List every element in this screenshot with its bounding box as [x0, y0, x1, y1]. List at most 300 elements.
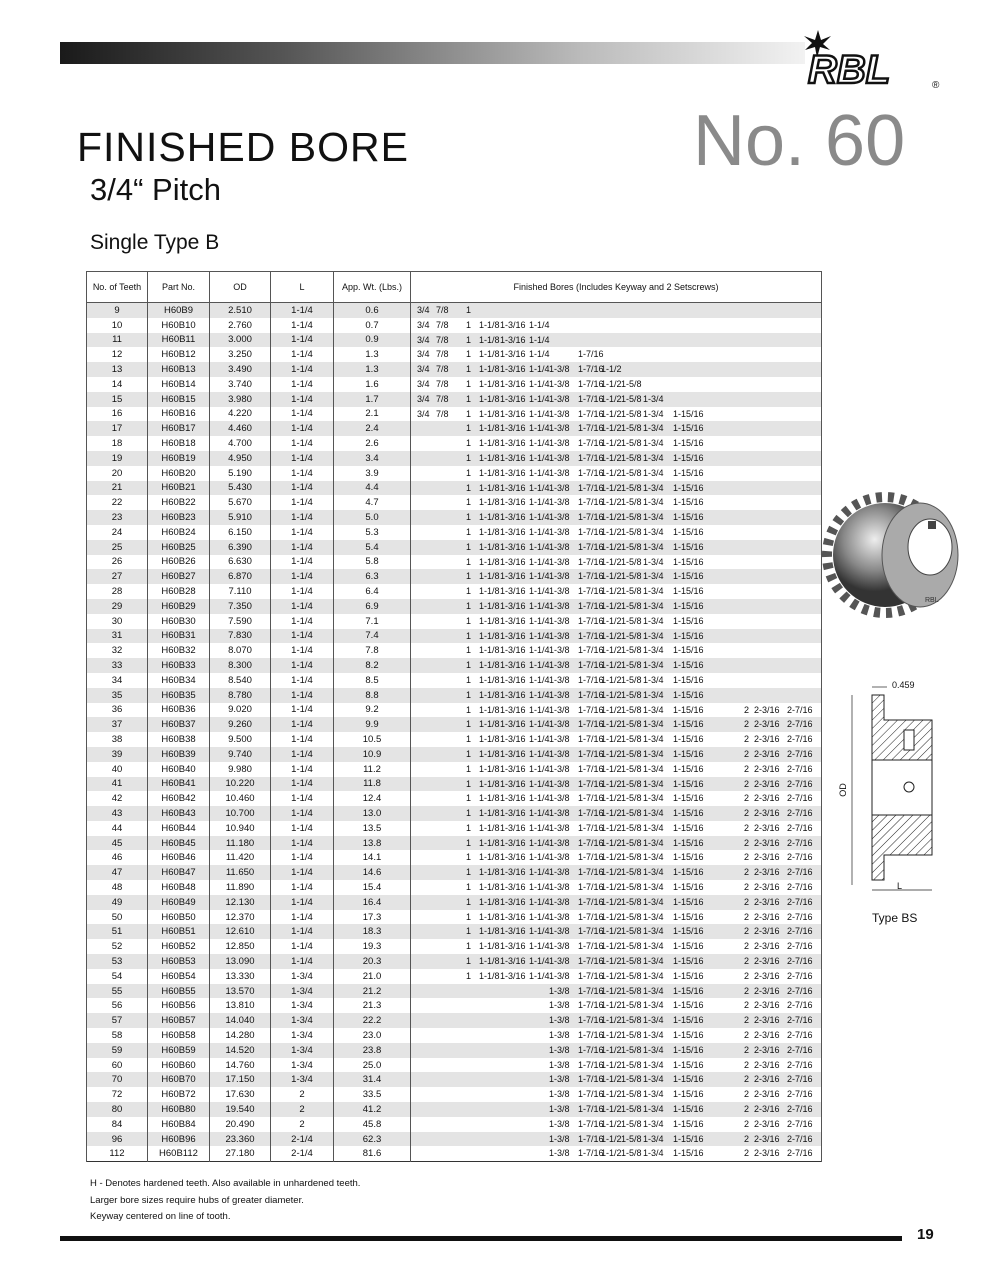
bore-size: 1: [466, 349, 472, 360]
weight-cell: 2.6: [334, 436, 411, 451]
finished-bores-cell: [411, 481, 822, 496]
bore-size: 1-5/8: [621, 660, 642, 671]
bore-size: 1-5/8: [621, 600, 642, 611]
bore-size: 1-1/4: [529, 748, 550, 759]
bore-size: 2-7/16: [787, 896, 813, 907]
part-number-cell: H60B33: [148, 658, 210, 673]
finished-bores-cell: [411, 924, 822, 939]
bore-size: 1-3/16: [500, 467, 526, 478]
weight-cell: 0.9: [334, 333, 411, 348]
bore-size: 1-1/8: [479, 467, 500, 478]
length-cell: 1-1/4: [271, 436, 334, 451]
bore-size: 2-7/16: [787, 763, 813, 774]
teeth-cell: 41: [87, 777, 148, 792]
bore-size: 1-1/4: [529, 526, 550, 537]
bore-size: 1-3/8: [549, 1089, 570, 1100]
bore-size: 1-1/2: [601, 778, 622, 789]
bore-size: 2: [744, 970, 750, 981]
length-cell: 1-1/4: [271, 555, 334, 570]
page-title: FINISHED BORE: [77, 124, 409, 170]
length-cell: 1-1/4: [271, 880, 334, 895]
weight-cell: 5.0: [334, 510, 411, 525]
bore-size: 1-5/8: [621, 793, 642, 804]
table-row: [87, 540, 822, 555]
table-row: [87, 377, 822, 392]
bore-size: 1-1/2: [601, 1015, 622, 1026]
bore-size: 1-3/4: [643, 763, 664, 774]
table-row: [87, 939, 822, 954]
bore-size: 1: [466, 571, 472, 582]
bore-size: 1-7/16: [578, 882, 604, 893]
table-row: [87, 1058, 822, 1073]
finished-bores-cell: [411, 540, 822, 555]
finished-bores-cell: [411, 392, 822, 407]
bore-size: 1-1/4: [529, 882, 550, 893]
bore-size: 1-15/16: [673, 748, 704, 759]
od-cell: 4.460: [210, 421, 271, 436]
bore-size: 1-3/16: [500, 852, 526, 863]
bore-size: 1-1/8: [479, 452, 500, 463]
teeth-cell: 52: [87, 939, 148, 954]
bore-size: 1-1/4: [529, 630, 550, 641]
table-row: [87, 821, 822, 836]
bore-size: 2: [744, 1074, 750, 1085]
bore-size: 1-1/2: [601, 393, 622, 404]
bore-size: 1-3/8: [549, 808, 570, 819]
bore-size: 1-3/4: [643, 674, 664, 685]
length-cell: 1-1/4: [271, 703, 334, 718]
table-row: [87, 569, 822, 584]
finished-bores-cell: [411, 1013, 822, 1028]
length-cell: 1-1/4: [271, 540, 334, 555]
teeth-cell: 72: [87, 1087, 148, 1102]
part-number-cell: H60B18: [148, 436, 210, 451]
footnote: Larger bore sizes require hubs of greater diameter.: [90, 1194, 304, 1206]
bore-size: 1-15/16: [673, 586, 704, 597]
bore-size: 1-7/16: [578, 1074, 604, 1085]
bore-size: 2-3/16: [754, 822, 780, 833]
bore-size: 2: [744, 911, 750, 922]
bore-size: 1-1/2: [601, 852, 622, 863]
bore-size: 1-15/16: [673, 645, 704, 656]
table-row: [87, 495, 822, 510]
bore-size: 1-15/16: [673, 822, 704, 833]
bore-size: 2-3/16: [754, 719, 780, 730]
bore-size: 1-3/8: [549, 1030, 570, 1041]
teeth-cell: 18: [87, 436, 148, 451]
bore-size: 1-1/2: [601, 512, 622, 523]
bore-size: 1-3/4: [643, 970, 664, 981]
part-number-cell: H60B72: [148, 1087, 210, 1102]
bore-size: 1-3/4: [643, 512, 664, 523]
bore-size: 1-15/16: [673, 704, 704, 715]
bore-size: 1-3/4: [643, 941, 664, 952]
table-row: [87, 407, 822, 422]
weight-cell: 7.8: [334, 643, 411, 658]
bore-size: 1-1/8: [479, 837, 500, 848]
bore-size: 2: [744, 1118, 750, 1129]
part-number-cell: H60B58: [148, 1028, 210, 1043]
bore-size: 1: [466, 704, 472, 715]
finished-bores-cell: [411, 998, 822, 1013]
od-cell: 11.180: [210, 836, 271, 851]
bore-size: 1-3/16: [500, 926, 526, 937]
length-cell: 1-1/4: [271, 510, 334, 525]
table-row: [87, 303, 822, 318]
table-row: [87, 910, 822, 925]
part-number-cell: H60B40: [148, 762, 210, 777]
bore-size: 1: [466, 689, 472, 700]
bore-size: 2: [744, 822, 750, 833]
bore-size: 1-1/2: [601, 556, 622, 567]
teeth-cell: 9: [87, 303, 148, 318]
bore-size: 1-3/4: [643, 793, 664, 804]
bore-size: 1-1/4: [529, 319, 550, 330]
length-cell: 1-1/4: [271, 347, 334, 362]
bore-size: 1-1/2: [601, 1104, 622, 1115]
bore-size: 1-3/16: [500, 615, 526, 626]
bore-size: 1-1/8: [479, 808, 500, 819]
weight-cell: 25.0: [334, 1058, 411, 1073]
part-number-cell: H60B25: [148, 540, 210, 555]
bore-size: 1-5/8: [621, 541, 642, 552]
bore-size: 1: [466, 408, 472, 419]
bore-size: 2: [744, 896, 750, 907]
bore-size: 2-7/16: [787, 837, 813, 848]
bore-size: 1-1/4: [529, 704, 550, 715]
weight-cell: 45.8: [334, 1117, 411, 1132]
bore-size: 2-3/16: [754, 896, 780, 907]
bore-size: 1-15/16: [673, 600, 704, 611]
bore-size: 1-15/16: [673, 867, 704, 878]
bore-size: 1-15/16: [673, 926, 704, 937]
part-number-cell: H60B21: [148, 481, 210, 496]
column-header: No. of Teeth: [87, 272, 148, 303]
od-cell: 7.350: [210, 599, 271, 614]
bore-size: 1-15/16: [673, 941, 704, 952]
bore-size: 1-7/16: [578, 911, 604, 922]
bore-size: 1-7/16: [578, 674, 604, 685]
bore-size: 3/4: [417, 408, 430, 419]
weight-cell: 22.2: [334, 1013, 411, 1028]
bore-size: 1-7/16: [578, 1059, 604, 1070]
bore-size: 1-5/8: [621, 1059, 642, 1070]
finished-bores-cell: [411, 658, 822, 673]
part-number-cell: H60B23: [148, 510, 210, 525]
length-cell: 1-1/4: [271, 614, 334, 629]
part-number-cell: H60B47: [148, 865, 210, 880]
bore-size: 1: [466, 526, 472, 537]
finished-bores-cell: [411, 555, 822, 570]
finished-bores-cell: [411, 569, 822, 584]
bore-size: 1-3/16: [500, 423, 526, 434]
teeth-cell: 32: [87, 643, 148, 658]
bore-size: 1-7/16: [578, 852, 604, 863]
bore-size: 1-1/2: [601, 719, 622, 730]
bore-size: 1-1/4: [529, 956, 550, 967]
teeth-cell: 45: [87, 836, 148, 851]
bore-size: 1-3/8: [549, 497, 570, 508]
table-row: [87, 392, 822, 407]
bore-size: 1-1/8: [479, 719, 500, 730]
bore-size: 1-3/16: [500, 941, 526, 952]
svg-text:®: ®: [932, 80, 940, 91]
od-cell: 14.280: [210, 1028, 271, 1043]
length-cell: 1-1/4: [271, 732, 334, 747]
bore-size: 1-3/8: [549, 822, 570, 833]
bore-size: 1-1/8: [479, 630, 500, 641]
bore-size: 1-7/16: [578, 926, 604, 937]
bore-size: 3/4: [417, 319, 430, 330]
length-cell: 1-1/4: [271, 688, 334, 703]
bore-size: 1-3/16: [500, 867, 526, 878]
bore-size: 2-7/16: [787, 719, 813, 730]
bore-size: 1-15/16: [673, 1059, 704, 1070]
table-row: [87, 836, 822, 851]
bore-size: 1-1/4: [529, 719, 550, 730]
bore-size: 1-3/16: [500, 956, 526, 967]
part-number-cell: H60B46: [148, 850, 210, 865]
bore-size: 2-7/16: [787, 822, 813, 833]
bore-size: 1: [466, 541, 472, 552]
length-cell: 1-1/4: [271, 466, 334, 481]
bore-size: 1-3/4: [643, 526, 664, 537]
finished-bores-cell: [411, 865, 822, 880]
table-row: [87, 466, 822, 481]
teeth-cell: 23: [87, 510, 148, 525]
bore-size: 1-5/8: [621, 985, 642, 996]
bore-size: 1-15/16: [673, 793, 704, 804]
svg-text:RBL: RBL: [808, 48, 891, 92]
teeth-cell: 43: [87, 806, 148, 821]
type-label: Single Type B: [90, 231, 220, 254]
bore-size: 1-1/8: [479, 645, 500, 656]
bore-size: 1-3/4: [643, 1000, 664, 1011]
finished-bores-cell: [411, 791, 822, 806]
table-row: [87, 865, 822, 880]
bore-size: 1: [466, 452, 472, 463]
bore-size: 2-7/16: [787, 704, 813, 715]
bore-size: 1-5/8: [621, 497, 642, 508]
bore-size: 2: [744, 1148, 750, 1159]
teeth-cell: 16: [87, 407, 148, 422]
od-cell: 12.130: [210, 895, 271, 910]
od-cell: 11.420: [210, 850, 271, 865]
bore-size: 1: [466, 748, 472, 759]
bore-size: 2: [744, 926, 750, 937]
bore-size: 1-3/4: [643, 748, 664, 759]
bore-size: 1-7/16: [578, 1104, 604, 1115]
bore-size: 1-3/8: [549, 1059, 570, 1070]
table-row: [87, 525, 822, 540]
teeth-cell: 28: [87, 584, 148, 599]
bore-size: 7/8: [436, 393, 449, 404]
bore-size: 1-15/16: [673, 1044, 704, 1055]
bore-size: 7/8: [436, 378, 449, 389]
bore-size: 1-3/4: [643, 600, 664, 611]
table-row: [87, 658, 822, 673]
teeth-cell: 80: [87, 1102, 148, 1117]
teeth-cell: 57: [87, 1013, 148, 1028]
finished-bores-cell: [411, 762, 822, 777]
od-cell: 11.650: [210, 865, 271, 880]
bore-size: 1-5/8: [621, 438, 642, 449]
finished-bores-cell: [411, 614, 822, 629]
part-number-cell: H60B20: [148, 466, 210, 481]
weight-cell: 6.9: [334, 599, 411, 614]
part-number-cell: H60B56: [148, 998, 210, 1013]
bore-size: 1-7/16: [578, 1030, 604, 1041]
od-cell: 9.260: [210, 717, 271, 732]
bore-size: 2: [744, 956, 750, 967]
table-row: [87, 998, 822, 1013]
column-header: App. Wt. (Lbs.): [334, 272, 411, 303]
teeth-cell: 50: [87, 910, 148, 925]
bore-size: 2-3/16: [754, 956, 780, 967]
bore-size: 1-1/2: [601, 748, 622, 759]
bore-size: 1-1/4: [529, 600, 550, 611]
bore-size: 1-1/8: [479, 586, 500, 597]
teeth-cell: 46: [87, 850, 148, 865]
bore-size: 1: [466, 556, 472, 567]
footnote: Keyway centered on line of tooth.: [90, 1211, 231, 1222]
table-row: [87, 333, 822, 348]
bore-size: 1-7/16: [578, 1148, 604, 1159]
bore-size: 2-3/16: [754, 1059, 780, 1070]
bore-size: 1-1/8: [479, 956, 500, 967]
teeth-cell: 49: [87, 895, 148, 910]
bore-size: 1-1/2: [601, 867, 622, 878]
bore-size: 1-1/4: [529, 852, 550, 863]
weight-cell: 6.4: [334, 584, 411, 599]
bore-size: 1-1/4: [529, 615, 550, 626]
bore-size: 1-1/2: [601, 438, 622, 449]
bore-size: 1-7/16: [578, 763, 604, 774]
bore-size: 1-3/8: [549, 1104, 570, 1115]
bore-size: 1-7/16: [578, 660, 604, 671]
bore-size: 1-1/8: [479, 970, 500, 981]
bore-size: 1-1/8: [479, 512, 500, 523]
bore-size: 1-1/2: [601, 497, 622, 508]
weight-cell: 12.4: [334, 791, 411, 806]
bore-size: 1-5/8: [621, 393, 642, 404]
bore-size: 2: [744, 778, 750, 789]
bore-size: 1-3/4: [643, 852, 664, 863]
bore-size: 1: [466, 674, 472, 685]
teeth-cell: 20: [87, 466, 148, 481]
bore-size: 1-1/2: [601, 1044, 622, 1055]
bore-size: 2-7/16: [787, 985, 813, 996]
bore-size: 1-1/4: [529, 837, 550, 848]
part-number-cell: H60B45: [148, 836, 210, 851]
weight-cell: 0.7: [334, 318, 411, 333]
bore-size: 1-1/2: [601, 630, 622, 641]
part-number-cell: H60B11: [148, 333, 210, 348]
part-number-cell: H60B53: [148, 954, 210, 969]
od-cell: 7.110: [210, 584, 271, 599]
finished-bores-cell: [411, 703, 822, 718]
bore-size: 1-3/4: [643, 660, 664, 671]
length-cell: 1-1/4: [271, 495, 334, 510]
bore-size: 1-3/8: [549, 438, 570, 449]
bore-size: 1-5/8: [621, 674, 642, 685]
od-cell: 5.670: [210, 495, 271, 510]
bore-size: 1-7/16: [578, 719, 604, 730]
teeth-cell: 19: [87, 451, 148, 466]
table-header: [87, 272, 822, 303]
bore-size: 1-1/8: [479, 526, 500, 537]
bore-size: 1-3/16: [500, 704, 526, 715]
bore-size: 1-7/16: [578, 452, 604, 463]
bore-size: 2-7/16: [787, 970, 813, 981]
teeth-cell: 53: [87, 954, 148, 969]
finished-bores-cell: [411, 910, 822, 925]
table-row: [87, 1072, 822, 1087]
bore-size: 1-1/8: [479, 556, 500, 567]
bore-size: 1-3/4: [643, 719, 664, 730]
length-cell: 1-3/4: [271, 1028, 334, 1043]
finished-bores-cell: [411, 318, 822, 333]
bore-size: 2-3/16: [754, 1133, 780, 1144]
teeth-cell: 30: [87, 614, 148, 629]
part-number-cell: H60B24: [148, 525, 210, 540]
bore-size: 1-15/16: [673, 556, 704, 567]
bore-size: 1-3/8: [549, 526, 570, 537]
bore-size: 1-7/16: [578, 408, 604, 419]
bore-size: 1-15/16: [673, 882, 704, 893]
bore-size: 1-5/8: [621, 970, 642, 981]
od-cell: 6.630: [210, 555, 271, 570]
part-number-cell: H60B96: [148, 1132, 210, 1147]
bore-size: 1-3/16: [500, 734, 526, 745]
bore-size: 1-15/16: [673, 1104, 704, 1115]
table-row: [87, 1102, 822, 1117]
bore-size: 2: [744, 704, 750, 715]
teeth-cell: 40: [87, 762, 148, 777]
bore-size: 1-5/8: [621, 734, 642, 745]
bore-size: 1-5/8: [621, 896, 642, 907]
bore-size: 1-3/16: [500, 556, 526, 567]
weight-cell: 1.3: [334, 347, 411, 362]
weight-cell: 9.9: [334, 717, 411, 732]
teeth-cell: 25: [87, 540, 148, 555]
bore-size: 1-3/8: [549, 882, 570, 893]
table-row: [87, 1117, 822, 1132]
od-cell: 12.370: [210, 910, 271, 925]
bore-size: 1-3/8: [549, 556, 570, 567]
weight-cell: 11.8: [334, 777, 411, 792]
bore-size: 3/4: [417, 349, 430, 360]
bore-size: 1-3/4: [643, 1015, 664, 1026]
bore-size: 1-3/8: [549, 1000, 570, 1011]
bore-size: 2: [744, 734, 750, 745]
bore-size: 1-1/4: [529, 452, 550, 463]
bore-size: 1-3/4: [643, 482, 664, 493]
bore-size: 1-7/16: [578, 837, 604, 848]
teeth-cell: 58: [87, 1028, 148, 1043]
bore-size: 2-7/16: [787, 748, 813, 759]
bore-size: 2: [744, 1030, 750, 1041]
finished-bores-cell: [411, 747, 822, 762]
finished-bores-cell: [411, 1132, 822, 1147]
bore-size: 1-5/8: [621, 556, 642, 567]
weight-cell: 8.5: [334, 673, 411, 688]
bore-size: 1: [466, 956, 472, 967]
bore-size: 1-1/4: [529, 423, 550, 434]
finished-bores-cell: [411, 584, 822, 599]
teeth-cell: 112: [87, 1146, 148, 1161]
part-number-cell: H60B31: [148, 629, 210, 644]
